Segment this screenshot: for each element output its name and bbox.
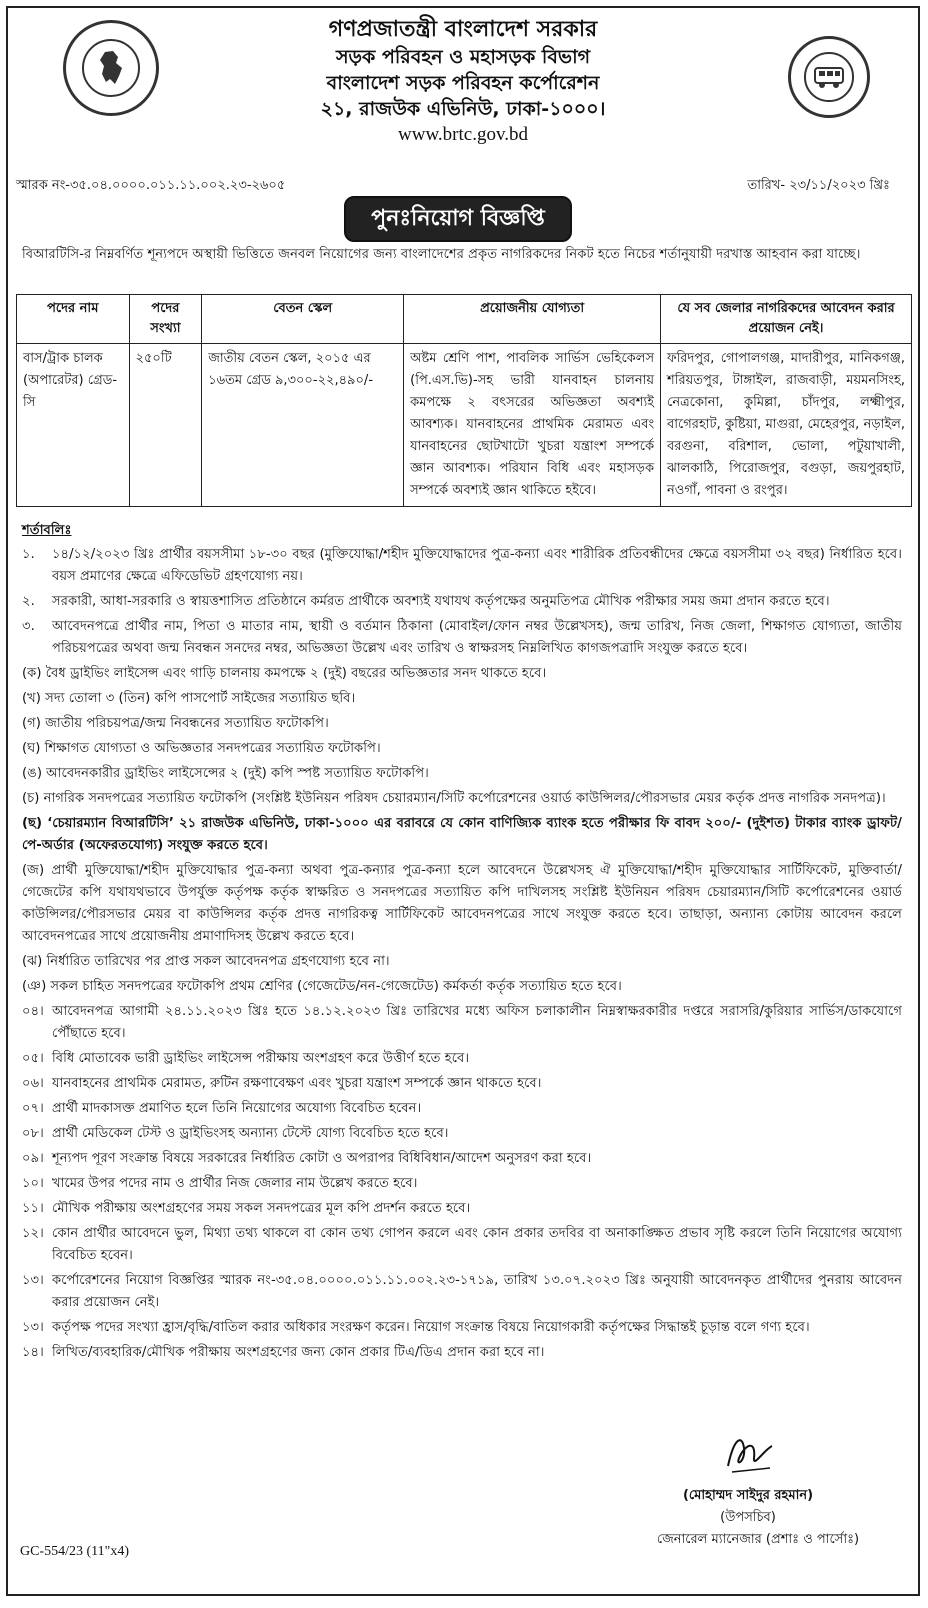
list-item: (জ) প্রার্থী মুক্তিযোদ্ধা/শহীদ মুক্তিযোদ্ধার পুত্র-কন্যা অথবা পুত্র-কন্যার পুত্র-কন্যা হলে আবেদনে উল্লেখসহ ঐ মুক্তিযোদ্ধা/শহীদ মুক্তিযোদ্ধার সার্টিফিকেট, মুক্তিবার্তা/গেজেটের কপি যথাযথভাবে উপর্যুক্ত কর্তৃপক্ষ কর্তৃক স্বাক্ষরিত ও সনদপত্রের সত্যায়িত কপি দাখিলসহ সংশ্লিষ্ট ইউনিয়ন পরিষদ চেয়ারম্যান/সিটি কর্পোরেশনের ওয়ার্ড কাউন্সিলর/পৌরসভার মেয়র বা কাউন্সিলর কর্তৃক প্রদত্ত নাগরিকত্ব সার্টিফিকেট আবেদনপত্রের সাথে সংযুক্ত করতে হবে। তাছাড়া, অন্যান্য কোটায় আবেদন করলে আবেদনপত্রের সাথে প্রয়োজনীয় প্রমাণাদিসহ উল্লেখ করতে হবে।	[22, 863, 902, 944]
list-item: (চ) নাগরিক সনদপত্রের সত্যায়িত ফটোকপি (সংশ্লিষ্ট ইউনিয়ন পরিষদ চেয়ারম্যান/সিটি কর্পোরেশনের ওয়ার্ড কাউন্সিলর/পৌরসভার মেয়র কর্তৃক প্রদত্ত নাগরিক সনদপত্র)।	[22, 791, 886, 806]
list-item: ১. ১৪/১২/২০২৩ খ্রিঃ প্রার্থীর বয়সসীমা ১৮-৩০ বছর (মুক্তিযোদ্ধা/শহীদ মুক্তিযোদ্ধাদের পুত্র-কন্যা এবং শারীরিক প্রতিবন্ধীদের ক্ষেত্রে বয়সসীমা ৩২ বছর) নির্ধারিত হবে। বয়স প্রমাণের ক্ষেত্রে এফিডেভিট গ্রহণযোগ্য নয়।	[22, 547, 902, 584]
list-item: (ঝ) নির্ধারিত তারিখের পর প্রাপ্ত সকল আবেদনপত্র গ্রহণযোগ্য হবে না।	[22, 954, 390, 969]
footer-code: GC-554/23 (11"x4)	[20, 1544, 130, 1559]
notice-title: পুনঃনিয়োগ বিজ্ঞপ্তি	[344, 196, 572, 242]
cell-post-count: ২৫০টি	[129, 344, 202, 507]
list-item: ৩. আবেদনপত্রে প্রার্থীর নাম, পিতা ও মাতার নাম, স্থায়ী ও বর্তমান ঠিকানা (মোবাইল/ফোন নম্বর উল্লেখসহ), জন্ম তারিখ, নিজ জেলা, শিক্ষাগত যোগ্যতা, জাতীয় পরিচয়পত্রের অথবা জন্ম নিবন্ধন সনদের নম্বর, অভিজ্ঞতা উল্লেখ এবং তারিখ ও স্বাক্ষরসহ নিম্নলিখিত কাগজপত্রাদি সংযুক্ত করতে হবে।	[22, 619, 902, 656]
list-item: ১৩। কর্তৃপক্ষ পদের সংখ্যা হ্রাস/বৃদ্ধি/বাতিল করার অধিকার সংরক্ষণ করেন। নিয়োগ সংক্রান্ত বিষয়ে নিয়োগকারী কর্তৃপক্ষের সিদ্ধান্তই চূড়ান্ত বলে গণ্য হবে।	[22, 1320, 810, 1335]
list-item: (ঙ) আবেদনকারীর ড্রাইভিং লাইসেন্সের ২ (দুই) কপি স্পষ্ট সত্যায়িত ফটোকপি।	[22, 766, 429, 781]
list-item: (ঘ) শিক্ষাগত যোগ্যতা ও অভিজ্ঞতার সনদপত্রের সত্যায়িত ফটোকপি।	[22, 741, 381, 756]
division-name: সড়ক পরিবহন ও মহাসড়ক বিভাগ	[335, 46, 591, 68]
govt-name: গণপ্রজাতন্ত্রী বাংলাদেশ সরকার	[328, 17, 598, 42]
signatory-rank: (উপসচিব)	[720, 1510, 776, 1525]
notice-page	[6, 6, 920, 1596]
list-item: ০৫। বিধি মোতাবেক ভারী ড্রাইভিং লাইসেন্স পরীক্ষায় অংশগ্রহণ করে উত্তীর্ণ হতে হবে।	[22, 1051, 470, 1066]
list-item: ২. সরকারী, আধা-সরকারি ও স্বায়ত্তশাসিত প্রতিষ্ঠানে কর্মরত প্রার্থীকে অবশ্যই যথাযথ কর্তৃপক্ষের অনুমতিপত্র মৌখিক পরীক্ষার সময় জমা প্রদান করতে হবে।	[22, 594, 830, 609]
list-item: ১১। মৌখিক পরীক্ষায় অংশগ্রহণের সময় সকল সনদপত্রের মূল কপি প্রদর্শন করতে হবে।	[22, 1201, 471, 1216]
memo-number: স্মারক নং-৩৫.০৪.০০০০.০১১.১১.০০২.২৩-২৬০৫	[16, 178, 286, 193]
list-item: (ঞ) সকল চাহিত সনদপত্রের ফটোকপি প্রথম শ্রেণির (গেজেটেড/নন-গেজেটেড) কর্মকর্তা কর্তৃক সত্যায়িত হতে হবে।	[22, 979, 622, 994]
list-item: (ক) বৈধ ড্রাইভিং লাইসেন্স এবং গাড়ি চালনায় কমপক্ষে ২ (দুই) বছরের অভিজ্ঞতার সনদ থাকতে হবে।	[22, 666, 547, 681]
list-item: ০৭। প্রার্থী মাদকাসক্ত প্রমাণিত হলে তিনি নিয়োগের অযোগ্য বিবেচিত হবেন।	[22, 1101, 422, 1116]
list-item: ১৪। লিখিত/ব্যবহারিক/মৌখিক পরীক্ষায় অংশগ্রহণের জন্য কোন প্রকার টিএ/ডিএ প্রদান করা হবে না।	[22, 1345, 545, 1360]
signature-icon	[720, 1428, 780, 1478]
cell-excluded-districts: ফরিদপুর, গোপালগঞ্জ, মাদারীপুর, মানিকগঞ্জ, শরিয়তপুর, টাঙ্গাইল, রাজবাড়ী, ময়মনসিংহ, নেত্রকোনা, কুমিল্লা, চাঁদপুর, লক্ষ্মীপুর, বাগেরহাট, কুষ্টিয়া, মাগুরা, মেহেরপুর, নড়াইল, বরগুনা, বরিশাল, ভোলা, পটুয়াখালী, ঝালকাঠি, পিরোজপুর, বগুড়া, জয়পুরহাট, নওগাঁ, পাবনা ও রংপুর।	[661, 344, 912, 507]
address: ২১, রাজউক এভিনিউ, ঢাকা-১০০০।	[320, 98, 606, 120]
letterhead	[8, 16, 918, 148]
list-item: ১৩। কর্পোরেশনের নিয়োগ বিজ্ঞপ্তির স্মারক নং-৩৫.০৪.০০০০.০১১.১১.০০২.২৩-১৭১৯, তারিখ ১৩.০৭.২০২৩ খ্রিঃ অনুযায়ী আবেদনকৃত প্রার্থীদের পুনরায় আবেদন করার প্রয়োজন নেই।	[22, 1273, 902, 1310]
list-item: (খ) সদ্য তোলা ৩ (তিন) কপি পাসপোর্ট সাইজের সত্যায়িত ছবি।	[22, 691, 356, 706]
header-qualification: প্রয়োজনীয় যোগ্যতা	[404, 295, 661, 344]
signatory-name: (মোহাম্মদ সাইদুর রহমান)	[682, 1488, 814, 1503]
cell-pay-scale: জাতীয় বেতন স্কেল, ২০১৫ এর ১৬তম গ্রেড ৯,৩০০-২২,৪৯০/-	[202, 344, 404, 507]
list-item: ০৯। শূন্যপদ পূরণ সংক্রান্ত বিষয়ে সরকারের নির্ধারিত কোটা ও অপরাপর বিধিবিধান/আদেশ অনুসরণ করা হবে।	[22, 1151, 592, 1166]
table-row	[17, 344, 912, 507]
list-item: (ছ) ‘চেয়ারম্যান বিআরটিসি’ ২১ রাজউক এভিনিউ, ঢাকা-১০০০ এর বরাবরে যে কোন বাণিজ্যিক ব্যাংক হতে পরীক্ষার ফি বাবদ ২০০/- (দুইশত) টাকার ব্যাংক ড্রাফট/পে-অর্ডার (অফেরতযোগ্য) সংযুক্ত করতে হবে।	[22, 816, 902, 853]
conditions-heading: শর্তাবলিঃ	[22, 523, 72, 538]
post-table	[16, 294, 912, 507]
list-item: ০৪। আবেদনপত্র আগামী ২৪.১১.২০২৩ খ্রিঃ হতে ১৪.১২.২০২৩ খ্রিঃ তারিখের মধ্যে অফিস চলাকালীন নিম্নস্বাক্ষরকারীর দপ্তরে সরাসরি/কুরিয়ার সার্ভিস/ডাকযোগে পৌঁছাতে হবে।	[22, 1004, 902, 1041]
corporation-name: বাংলাদেশ সড়ক পরিবহন কর্পোরেশন	[326, 72, 600, 94]
conditions-section	[22, 520, 902, 1367]
cell-post-name: বাস/ট্রাক চালক (অপারেটর) গ্রেড-সি	[17, 344, 130, 507]
cell-qualification: অষ্টম শ্রেণি পাশ, পাবলিক সার্ভিস ভেহিকেলস (পি.এস.ভি)-সহ ভারী যানবাহন চালনায় কমপক্ষে ২ বৎসরের অভিজ্ঞতা অবশ্যই আবশ্যক। যানবাহনের প্রাথমিক মেরামত এবং যানবাহনের ছোটখাটো খুচরা যন্ত্রাংশ সম্পর্কে জ্ঞান আবশ্যক। পরিযান বিধি এবং মহাসড়ক সম্পর্কে অবশ্যই জ্ঞান থাকিতে হইবে।	[404, 344, 661, 507]
list-item: ১২। কোন প্রার্থীর আবেদনে ভুল, মিথ্যা তথ্য থাকলে বা কোন তথ্য গোপন করলে এবং কোন প্রকার তদবির বা অনাকাঙ্ক্ষিত প্রভাব সৃষ্টি করলে তিনি নিয়োগের অযোগ্য বিবেচিত হবেন।	[22, 1226, 902, 1263]
list-item: ১০। খামের উপর পদের নাম ও প্রার্থীর নিজ জেলার নাম উল্লেখ করতে হবে।	[22, 1176, 418, 1191]
signatory-designation: জেনারেল ম্যানেজার (প্রশাঃ ও পার্সোঃ)	[656, 1532, 860, 1547]
website: www.brtc.gov.bd	[398, 124, 528, 145]
header-post-name: পদের নাম	[17, 295, 130, 344]
list-item: (গ) জাতীয় পরিচয়পত্র/জন্ম নিবন্ধনের সত্যায়িত ফটোকপি।	[22, 716, 329, 731]
list-item: ০৬। যানবাহনের প্রাথমিক মেরামত, রুটিন রক্ষণাবেক্ষণ এবং খুচরা যন্ত্রাংশ সম্পর্কে জ্ঞান থাকতে হবে।	[22, 1076, 542, 1091]
header-excluded-districts: যে সব জেলার নাগরিকদের আবেদন করার প্রয়োজন নেই।	[661, 295, 912, 344]
table-header-row	[17, 295, 912, 344]
notice-date: তারিখ- ২৩/১১/২০২৩ খ্রিঃ	[747, 178, 890, 193]
header-post-count: পদের সংখ্যা	[129, 295, 202, 344]
header-pay-scale: বেতন স্কেল	[202, 295, 404, 344]
list-item: ০৮। প্রার্থী মেডিকেল টেস্ট ও ড্রাইভিংসহ অন্যান্য টেস্টে যোগ্য বিবেচিত হতে হবে।	[22, 1126, 449, 1141]
intro-paragraph: বিআরটিসি-র নিম্নবর্ণিত শূন্যপদে অস্থায়ী ভিত্তিতে জনবল নিয়োগের জন্য বাংলাদেশের প্রকৃত নাগরিকদের নিকট হতে নিচের শর্তানুযায়ী দরখাস্ত আহবান করা যাচ্ছে।	[22, 247, 861, 262]
